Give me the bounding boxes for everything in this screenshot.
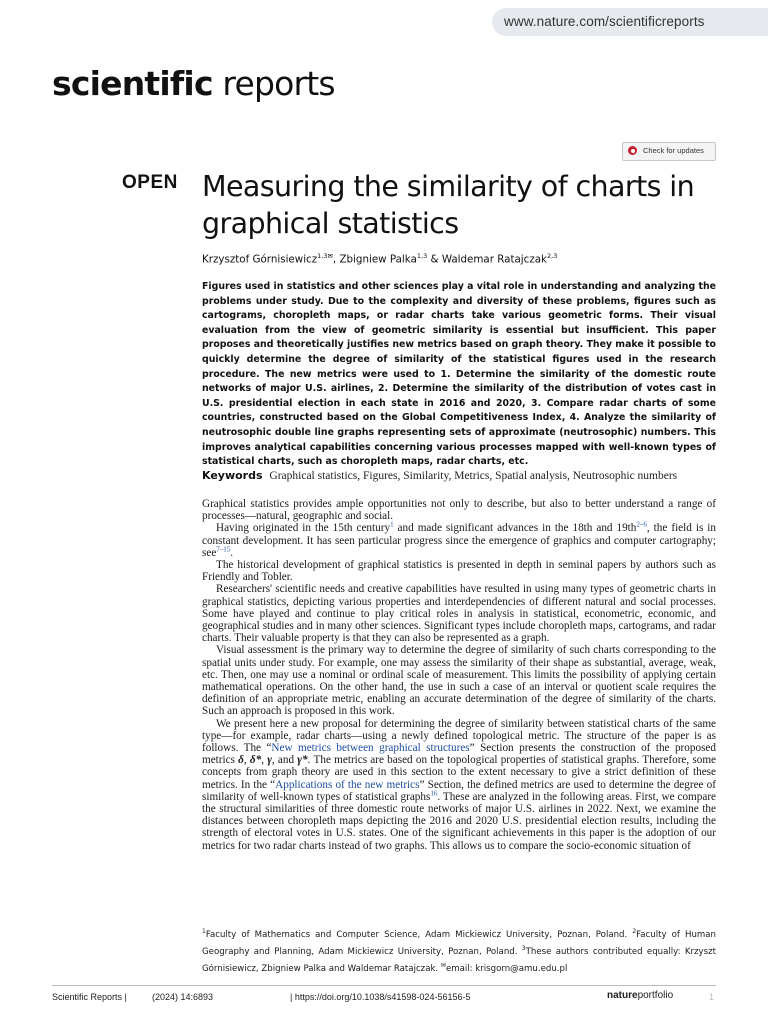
text: ” Section presents the construction of the proposed metrics bbox=[202, 742, 716, 767]
footnote-marker: 2 bbox=[632, 928, 637, 935]
metric-symbol: δ* bbox=[249, 754, 262, 767]
footer-issue: (2024) 14:6893 bbox=[152, 992, 214, 1002]
affiliation: Faculty of Mathematics and Computer Science, Adam Mickiewicz University, Poznan, Poland. bbox=[205, 929, 633, 940]
author-affiliation: 1,3✉ bbox=[317, 252, 333, 260]
affiliations-footnote bbox=[202, 925, 716, 976]
paragraph bbox=[202, 718, 716, 852]
citation[interactable]: 16 bbox=[430, 789, 438, 798]
logo-nature: nature bbox=[607, 990, 638, 1001]
nature-portfolio-logo bbox=[607, 990, 673, 1001]
keywords-label: Keywords bbox=[202, 469, 263, 482]
text: . These are analyzed in the following areas. First, we compare the structural similarities of three domestic route networks of major U.S. airlines in 2022. Next, we examine the distances between choropleth maps depicting the 2016 and 2020 U.S. presidential election results, including the strength of electoral votes in U.S. states. One of the significant achievements in this paper is the adoption of our metrics for two radar charts instead of two graphs. This allows us to compare the socio-economic situation of bbox=[202, 790, 717, 852]
section-link[interactable]: Applications of the new metrics bbox=[275, 778, 420, 791]
abstract: Figures used in statistics and other sciences play a vital role in understanding and analyzing the problems under study. Due to the complexity and diversity of these problems, figures such as cartograms, choropleth maps, or radar charts take various geometric forms. Their visual evaluation from the view of geometric similarity is essential but insufficient. This paper proposes and theoretically justifies new metrics based on graph theory. They make it possible to quickly determine the degree of similarity of the statistical figures used in the research procedure. The new metrics were used to 1. Determine the similarity of the domestic route networks of major U.S. airlines, 2. Determine the similarity of the distribution of votes cast in U.S. presidential election in each state in 2016 and 2020, 3. Compare radar charts of some countries, constructed based on the Global Competitiveness Index, 4. Analyze the similarity of neutrosophic double line graphs representing sets of approximate (neutrosophic) numbers. This improves analytical capabilities concerning various processes mapped with well-known types of statistical charts, such as choropleth maps, radar charts, etc. bbox=[202, 281, 716, 468]
logo-scientific: scientific bbox=[52, 64, 213, 103]
section-link[interactable]: New metrics between graphical structures bbox=[271, 742, 470, 755]
paragraph: Visual assessment is the primary way to determine the degree of similarity of such charts corresponding to the spatial units under study. For example, one may assess the similarity of their shape as substantial, average, weak, etc. Then, one may use a nominal or ordinal scale of measurement. This limits the possibility of applying certain mathematical operations. On the other hand, the use in such a case of an interval or quotient scale requires the definition of an appropriate metric, enabling an accurate determination of the degree of similarity of the charts. Such an approach is proposed in this work. bbox=[202, 644, 716, 718]
author-name[interactable]: Krzysztof Górnisiewicz bbox=[202, 253, 318, 266]
text: , and bbox=[271, 754, 298, 767]
text: We present here a new proposal for determining the degree of similarity between statistical charts of the same type—for example, radar charts—using a newly defined topological metric. The structure of the paper is as follows. The “ bbox=[202, 717, 716, 755]
body-text bbox=[202, 498, 716, 852]
email-icon: ✉ bbox=[440, 961, 446, 969]
text: Having originated in the 15th century bbox=[216, 522, 391, 535]
footnote-marker: 3 bbox=[521, 944, 526, 952]
footnote-marker: 1 bbox=[202, 928, 206, 935]
metric-symbol: γ* bbox=[297, 754, 308, 767]
text: . The metrics are based on the topological properties of statistical graphs. Therefore, some concepts from graph theory are used in this section to the extent necessary to give a strict definition of these metrics. In the “ bbox=[202, 754, 717, 791]
author-affiliation: 2,3 bbox=[547, 252, 558, 260]
text: , bbox=[243, 754, 250, 767]
author-name[interactable]: Zbigniew Palka bbox=[339, 253, 417, 266]
text: ” Section, the defined metrics are used to determine the degree of similarity of well-known types of statistical graphs bbox=[202, 778, 716, 803]
paragraph bbox=[202, 522, 716, 559]
check-for-updates-label: Check for updates bbox=[643, 146, 704, 155]
page-number: 1 bbox=[709, 992, 715, 1002]
affiliation: Faculty of Human Geography and Planning, Adam Mickiewicz University, Poznan, Poland. bbox=[202, 929, 716, 957]
footer-divider bbox=[52, 985, 716, 986]
citation[interactable]: 7–15 bbox=[216, 545, 231, 554]
check-for-updates-button[interactable] bbox=[622, 142, 716, 161]
keywords bbox=[202, 469, 677, 482]
metric-symbol: γ bbox=[267, 754, 272, 767]
article-title: Measuring the similarity of charts in graphical statistics bbox=[202, 170, 695, 240]
keywords-text: Graphical statistics, Figures, Similarity, Metrics, Spatial analysis, Neutrosophic numbers bbox=[269, 470, 678, 482]
contribution-note: These authors contributed equally: Krzyszt Górnisiewicz, Zbigniew Palka and Waldemar Ratajczak. bbox=[202, 946, 716, 974]
text: and made significant advances in the 18th and 19th bbox=[393, 522, 637, 535]
author-separator: & bbox=[427, 253, 442, 266]
logo-reports: reports bbox=[222, 64, 335, 103]
corresponding-email[interactable]: email: krisgorn@amu.edu.pl bbox=[445, 963, 568, 974]
journal-logo bbox=[52, 64, 335, 103]
author-list bbox=[202, 252, 557, 265]
logo-portfolio: portfolio bbox=[637, 990, 674, 1001]
text: , bbox=[261, 754, 268, 767]
paragraph: Graphical statistics provides ample opportunities not only to describe, but also to better understand a range of processes—natural, geographic and social. bbox=[202, 498, 716, 523]
author-affiliation: 1,3 bbox=[416, 252, 428, 260]
paragraph: The historical development of graphical statistics is presented in depth in seminal papers by authors such as Friendly and Tobler. bbox=[202, 559, 716, 584]
author-separator: , bbox=[332, 253, 340, 266]
footer-doi[interactable]: | https://doi.org/10.1038/s41598-024-56156-5 bbox=[290, 992, 471, 1002]
crossmark-icon bbox=[628, 146, 637, 155]
text: . bbox=[230, 546, 234, 559]
journal-url[interactable]: www.nature.com/scientificreports bbox=[504, 14, 705, 29]
open-access-label: OPEN bbox=[122, 172, 178, 193]
text: , the field is in constant development. It has seen particular progress since the emergence of graphics and computer cartography; see bbox=[202, 522, 716, 559]
footer-journal: Scientific Reports | bbox=[52, 992, 127, 1002]
metric-symbol: δ bbox=[238, 754, 244, 767]
citation[interactable]: 1 bbox=[390, 520, 394, 529]
author-name[interactable]: Waldemar Ratajczak bbox=[441, 253, 548, 266]
citation[interactable]: 2–6 bbox=[636, 520, 647, 529]
paragraph: Researchers' scientific needs and creative capabilities have resulted in using many types of geometric charts in graphical statistics, depicting various properties and interdependencies of different natural and social processes. Some have played and continue to play critical roles in analysis in statistical, econometric, economic, and geographical studies and in many other sciences. Significant types include choropleth maps, cartograms, and radar charts. Their valuable property is that they can also be represented as a graph. bbox=[202, 583, 716, 645]
url-bar bbox=[492, 8, 768, 36]
